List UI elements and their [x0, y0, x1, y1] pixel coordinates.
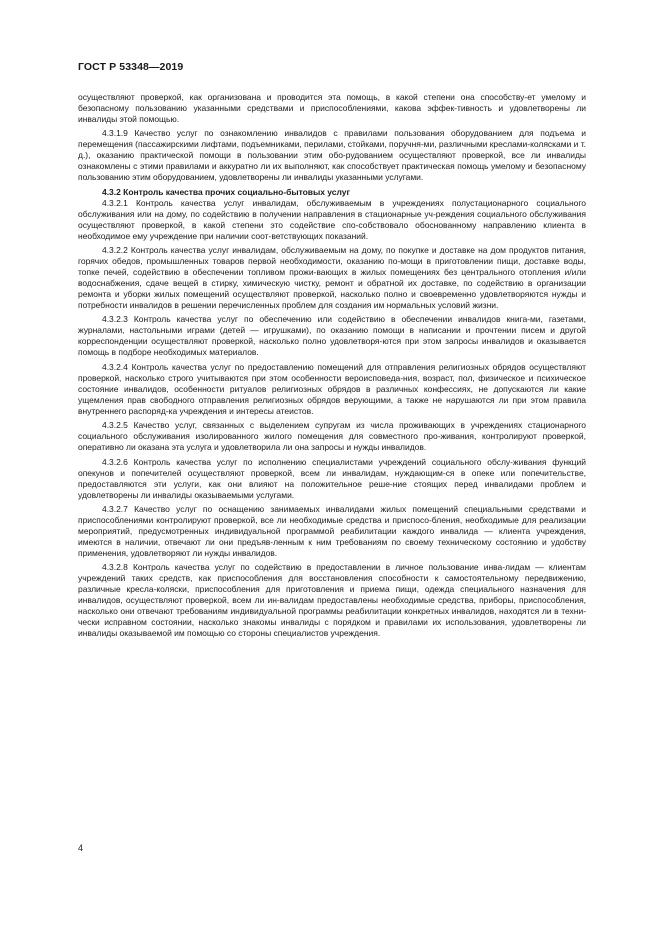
paragraph-4-3-2-4: 4.3.2.4 Контроль качества услуг по предоставлению помещений для отправления религиозных обрядов осуществляют проверкой, насколько строго учитываются при этом особенности вероисповеда-ния, возраст, пол, физическое и психическое состояние инвалидов, особенности ритуалов религиозных обрядов в различных конфессиях, не допускаются ли какие ущемления прав свободного отправления религиозных обрядов верующими, а также не нарушаются ли при этом правила внутреннего распоряд-ка учреждения и интересы атеистов. [78, 361, 586, 416]
paragraph-4-3-1-9: 4.3.1.9 Качество услуг по ознакомлению инвалидов с правилами пользования оборудованием для подъема и перемещения (пассажирскими лифтами, подъемниками, перилами, стойками, поручня-ми, различными креслами-колясками и т. д.), оказанию практической помощи в пользовании этим обо-рудованием осуществляют проверкой, все ли инвалиды ознакомлены с этими правилами и аккуратно ли их выполняют, как способствует практическая помощь умелому и безопасному пользованию этим оборудованием, удовлетворены ли инвалиды указанными услугами. [78, 128, 586, 183]
paragraph-4-3-2-2: 4.3.2.2 Контроль качества услуг инвалидам, обслуживаемым на дому, по покупке и доставке на дом продуктов питания, горячих обедов, промышленных товаров первой необходимости, оказанию по-мощи в приготовлении пищи, доставке воды, топке печей, содействию в обеспечении топливом прожи-вающих в жилых помещениях без центрального отопления и/или водоснабжения, сдаче вещей в стирку, химическую чистку, ремонт и обратной их доставке, по содействию в организации ремонта и уборки жилых помещений осуществляют проверкой, насколько полно и своевременно удовлетворяются нужды и потребности инвалидов в решении перечисленных проблем для создания им нормальных условий жизни. [78, 245, 586, 310]
paragraph-4-3-2-7: 4.3.2.7 Качество услуг по оснащению занимаемых инвалидами жилых помещений специальными средствами и приспособлениями контролируют проверкой, все ли необходимые средства и приспосо-бления, необходимые для реализации мероприятий, предусмотренных индивидуальной программой реабилитации каждого инвалида — клиента учреждения, имеются в наличии, отвечают ли они предъяв-ленным к ним требованиям по своему техническому состоянию и удобству применения, удовлетворяют ли нужды инвалидов. [78, 504, 586, 558]
paragraph-4-3-2-1: 4.3.2.1 Контроль качества услуг инвалидам, обслуживаемым в учреждениях полустационарного социального обслуживания или на дому, по содействию в получении направления в стационарные уч-реждения социального обслуживания осуществляют проверкой, в какой степени это содействие спо-собствовало обоснованному направлению клиента в необходимое ему учреждение при наличии соот-ветствующих показаний. [78, 197, 586, 241]
paragraph-continued: осуществляют проверкой, как организована и проводится эта помощь, в какой степени она способству-ет умелому и безопасному пользованию указанными средствами и приспособлениями, какова эффек-тивность и удовлетворены ли инвалиды этой помощью. [78, 92, 586, 124]
paragraph-4-3-2-5: 4.3.2.5 Качество услуг, связанных с выделением супругам из числа проживающих в учреждениях стационарного социального обслуживания изолированного жилого помещения для совместного про-живания, контролируют проверкой, оперативно ли оказана эта услуга и удовлетворила ли она запросы и нужды инвалидов. [78, 420, 586, 453]
paragraph-4-3-2-8: 4.3.2.8 Контроль качества услуг по содействию в предоставлении в личное пользование инва-лидам — клиентам учреждений таких средств, как приспособления для восстановления способности к самостоятельному передвижению, различные кресла-коляски, приспособления для приготовления и приема пищи, одежда специального назначения для инвалидов, осуществляют проверкой, всем ли ин-валидам предоставлены необходимые средства, приборы, приспособления, насколько они отвечают требованиям индивидуальной программы реабилитации конкретных инвалидов, находятся ли в техни-чески исправном состоянии, насколько знакомы инвалиды с порядком и правилами их использования, удовлетворены ли инвалиды оказываемой им помощью со стороны специалистов учреждения. [78, 562, 586, 639]
document-body [78, 92, 586, 639]
section-heading-4-3-2: 4.3.2 Контроль качества прочих социально-бытовых услуг [102, 186, 350, 197]
paragraph-4-3-2-3: 4.3.2.3 Контроль качества услуг по обеспечению или содействию в обеспечении инвалидов книга-ми, газетами, журналами, настольными играми (детей — игрушками), по оказанию помощи в написании и прочтении писем и другой корреспонденции осуществляют проверкой, насколько полно удовлетворя-ются при этом запросы инвалидов и оказывается помощь в подборе необходимых материалов. [78, 314, 586, 358]
paragraph-4-3-2-6: 4.3.2.6 Контроль качества услуг по исполнению специалистами учреждений социального обслу-живания функций опекунов и попечителей осуществляют проверкой, всем ли инвалидам, нуждающим-ся в опеке или попечительстве, предоставляются эти услуги, как они влияют на положительное реше-ние стоящих перед инвалидами проблем и удовлетворены ли инвалиды оказываемыми услугами. [78, 456, 586, 500]
document-code-header: ГОСТ Р 53348—2019 [78, 61, 184, 73]
page-number: 4 [78, 843, 84, 853]
